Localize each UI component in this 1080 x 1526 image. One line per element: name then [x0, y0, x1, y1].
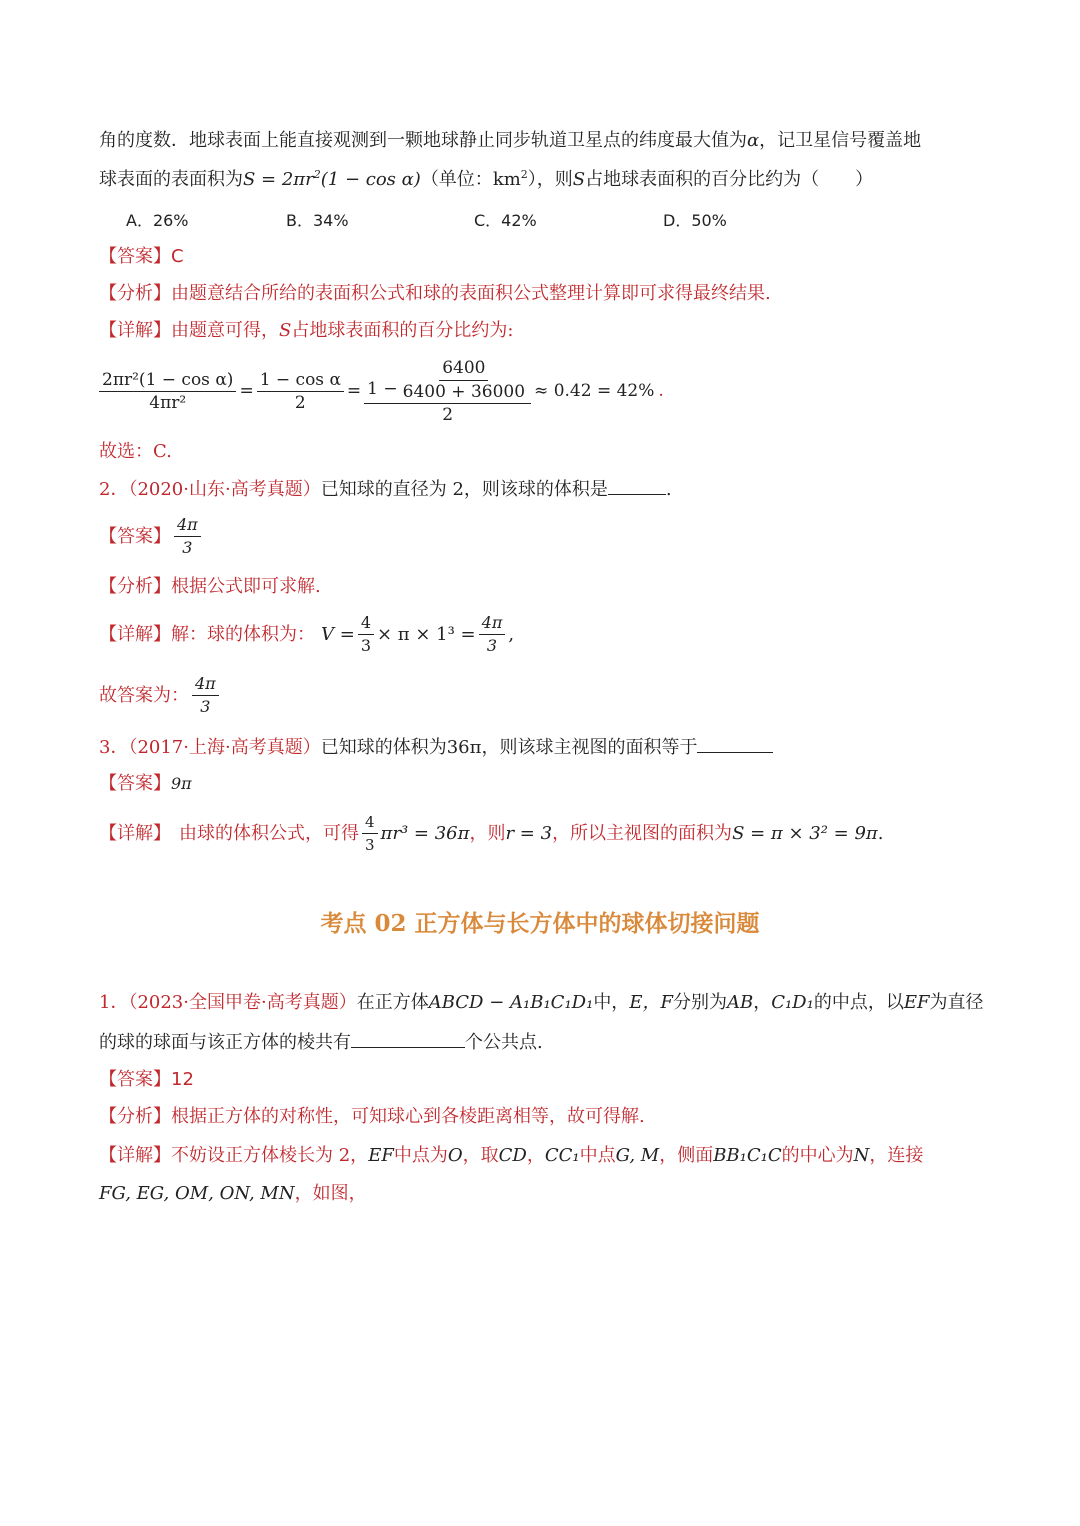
q1-stem-line2: 球表面的表面积为$S = 2\pi r^2(1 - \cos \alpha)$（单位：$km^2$），则S占地球表面积的百分比约为（ ）	[99, 168, 874, 190]
q2-answer-fraction: $\frac{4\pi}{3}$	[174, 514, 201, 559]
q4-stem-line2: 的球的球面与该正方体的棱共有 个公共点.	[99, 1029, 543, 1056]
q4-detail-line2: FG, EG, OM, ON, MN，如图，	[99, 1183, 367, 1204]
q1-detail: 【详解】由题意可得，S占地球表面积的百分比约为:	[99, 320, 514, 341]
q1-option-a: A．26%	[126, 211, 189, 230]
q2-detail-fraction-1: $\frac{4}{3}$	[358, 612, 374, 657]
q3-detail-fraction: $\frac{4}{3}$	[362, 811, 378, 856]
q3-detail: 【详解】 由球的体积公式，可得 $\frac{4}{3}$ πr³ = 36π ，则 r = 3 ，所以主视图的面积为 S = π × 3² = 9π .	[99, 813, 884, 854]
q2-answer: 【答案】 $\frac{4\pi}{3}$	[99, 514, 204, 559]
q2-detail-fraction-2: $\frac{4\pi}{3}$	[479, 612, 506, 657]
q2-detail: 【详解】 解：球的体积为： V = $\frac{4}{3}$ × π × 1³ = $\frac{4\pi}{3}$ ,	[99, 613, 515, 655]
q3-answer: 【答案】9π	[99, 773, 192, 794]
q4-detail-line1: 【详解】不妨设正方体棱长为 2，EF中点为O，取CD，CC₁中点G, M，侧面BB₁C₁C的中心为N，连接	[99, 1145, 924, 1166]
q1-analysis: 【分析】由题意结合所给的表面积公式和球的表面积公式整理计算即可求得最终结果.	[99, 283, 771, 304]
q1-unit: $km^2$	[492, 168, 528, 190]
q1-calc-fraction-1: $\frac{\text{2πr²(1 − cos α)}}{\text{4πr²}}$	[99, 369, 236, 414]
q3-answer-blank[interactable]	[697, 734, 773, 753]
q1-choose: 故选：C.	[99, 441, 172, 462]
q1-calc-fraction-3: 1 − $\frac{6400}{6400 + 36000}$ 2	[364, 356, 531, 426]
q2-final: 故答案为： $\frac{4\pi}{3}$	[99, 673, 222, 718]
q1-stem-line1: 角的度数．地球表面上能直接观测到一颗地球静止同步轨道卫星点的纬度最大值为α，记卫星信号覆盖地	[99, 130, 922, 151]
section-heading: 考点 02 正方体与长方体中的球体切接问题	[320, 910, 760, 937]
q1-answer: 【答案】C	[99, 246, 184, 267]
q4-answer: 【答案】12	[99, 1069, 194, 1090]
q2-answer-blank[interactable]	[608, 476, 666, 495]
q3-stem: 3．（2017·上海·高考真题）已知球的体积为36π，则该球主视图的面积等于	[99, 734, 773, 761]
q1-option-d: D．50%	[663, 211, 727, 230]
q1-option-b: B．34%	[286, 211, 349, 230]
q1-calculation: $\frac{\text{2πr²(1 − cos α)}}{\text{4πr²}}$ = $\frac{\text{1 − cos α}}{2}$ = 1 − $\frac{6400}{6400 + 36000}$ 2 ≈ 0.42 = 42% .	[99, 356, 664, 426]
q1-calc-fraction-2: $\frac{\text{1 − cos α}}{2}$	[257, 369, 344, 414]
q4-answer-blank[interactable]	[351, 1029, 465, 1048]
q1-area-formula: $S = 2\pi r^2(1 - \cos \alpha)$	[243, 168, 421, 190]
q2-stem: 2．（2020·山东·高考真题）已知球的直径为 2，则该球的体积是 .	[99, 476, 672, 503]
q4-analysis: 【分析】根据正方体的对称性，可知球心到各棱距离相等，故可得解.	[99, 1106, 645, 1127]
q4-stem-line1: 1．（2023·全国甲卷·高考真题）在正方体ABCD − A₁B₁C₁D₁中，E，F分别为AB，C₁D₁的中点，以EF为直径	[99, 992, 984, 1013]
q1-option-c: C．42%	[474, 211, 537, 230]
q2-analysis: 【分析】根据公式即可求解.	[99, 576, 321, 597]
q2-final-fraction: $\frac{4\pi}{3}$	[192, 673, 219, 718]
